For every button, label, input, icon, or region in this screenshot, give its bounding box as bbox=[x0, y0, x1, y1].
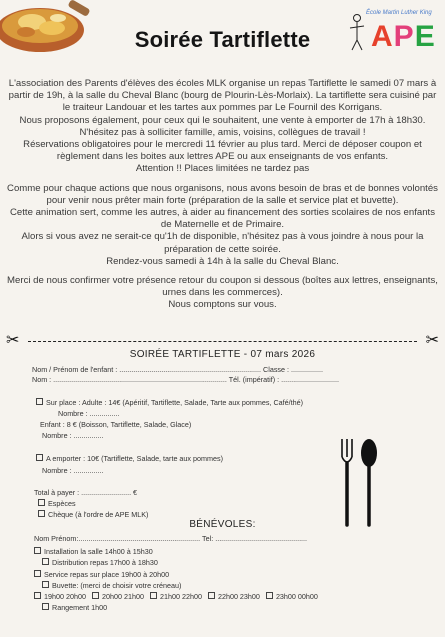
installation-checkbox[interactable] bbox=[34, 547, 41, 554]
ape-tagline: École Martin Luther King bbox=[366, 10, 432, 16]
child-count-field[interactable]: Nombre : ............... bbox=[42, 431, 104, 440]
slot-checkbox[interactable] bbox=[150, 592, 157, 599]
slot-option[interactable] bbox=[208, 592, 260, 601]
slot-checkbox[interactable] bbox=[266, 592, 273, 599]
slot-label: 19h00 20h00 bbox=[44, 592, 86, 601]
intro-paragraph: Merci de nous confirmer votre présence retour du coupon si dessous (boîtes aux lettres, enseignants, urnes dans les commerces). bbox=[7, 275, 438, 299]
especes-checkbox[interactable] bbox=[38, 499, 45, 506]
total-field[interactable]: Total à payer : ......................... € bbox=[34, 488, 138, 497]
ape-letters bbox=[371, 20, 436, 54]
slot-checkbox[interactable] bbox=[208, 592, 215, 599]
intro-paragraph: L'association des Parents d'élèves des écoles MLK organise un repas Tartiflette le samedi 07 mars à partir de 19h, à la salle du Cheval Blanc (bourg de Plourin-Lès-Morlaix). La tartiflette sera cuisiné par le traiteur Landouar et les tartes aux pommes par Le Fournil des Korrigans. bbox=[8, 78, 437, 114]
intro-paragraph: Comme pour chaque actions que nous organisons, nous avons besoin de bras et de bonnes volontés pour venir nous prêter main forte (préparation de la salle et service plat et buvette). bbox=[7, 182, 438, 206]
cheque-option[interactable] bbox=[38, 510, 148, 519]
intro-paragraph: Nous proposons également, pour ceux qui le souhaitent, une vente à emporter de 17h à 18h30. bbox=[19, 114, 426, 126]
sur-place-option[interactable] bbox=[36, 398, 303, 407]
intro-paragraph: Attention !! Places limitées ne tardez pas bbox=[135, 163, 310, 175]
rangement-checkbox[interactable] bbox=[42, 603, 49, 610]
buvette-checkbox[interactable] bbox=[42, 581, 49, 588]
installation-label: Installation la salle 14h00 à 15h30 bbox=[44, 547, 153, 556]
intro-paragraph: Alors si vous avez ne serait-ce qu'1h de disponible, n'hésitez pas à vous joindre à nous pour la préparation de cette soirée. bbox=[21, 231, 424, 255]
slot-label: 23h00 00h00 bbox=[275, 592, 318, 601]
intro-paragraph: Réservations obligatoires pour le mercredi 11 février au plus tard. Merci de déposer coupon et règlement dans les boites aux lettres APE ou aux enseignants de vos enfants. bbox=[23, 139, 422, 163]
service-checkbox[interactable] bbox=[34, 570, 41, 577]
ape-letter-p: P bbox=[393, 20, 415, 53]
scissors-icon: ✂ bbox=[6, 332, 20, 349]
buvette-label: Buvette: (merci de choisir votre créneau) bbox=[52, 581, 182, 590]
slot-checkbox[interactable] bbox=[34, 592, 41, 599]
slot-option[interactable] bbox=[150, 592, 202, 601]
rangement-label: Rangement 1h00 bbox=[52, 603, 108, 612]
child-name-field[interactable]: Nom / Prénom de l'enfant : ....................................................................... Classe : ................ bbox=[32, 365, 323, 374]
intro-paragraph: Rendez-vous samedi à 14h à la salle du Cheval Blanc. bbox=[106, 255, 339, 267]
buvette-option[interactable] bbox=[42, 581, 181, 590]
page-title: Soirée Tartiflette bbox=[134, 27, 311, 52]
slot-label: 22h00 23h00 bbox=[217, 592, 260, 601]
buvette-slots bbox=[34, 592, 318, 601]
benevoles-title: BÉNÉVOLES: bbox=[189, 519, 256, 530]
adult-count-field[interactable]: Nombre : ............... bbox=[58, 409, 120, 418]
intro-paragraph: Nous comptons sur vous. bbox=[168, 299, 277, 311]
scissors-icon: ✂ bbox=[425, 332, 439, 349]
distribution-option[interactable] bbox=[42, 558, 158, 567]
a-emporter-option[interactable] bbox=[36, 454, 223, 463]
installation-option[interactable] bbox=[34, 547, 153, 556]
slot-option[interactable] bbox=[34, 592, 86, 601]
slot-option[interactable] bbox=[92, 592, 144, 601]
dashed-divider bbox=[28, 341, 417, 342]
sur-place-checkbox[interactable] bbox=[36, 398, 43, 405]
slot-label: 20h00 21h00 bbox=[101, 592, 144, 601]
rangement-option[interactable] bbox=[42, 603, 107, 612]
enfant-price-label: Enfant : 8 € (Boisson, Tartiflette, Salade, Glace) bbox=[40, 420, 192, 429]
volunteer-name-phone-field[interactable]: Nom Prénom:............................................................. Tel: .............................................. bbox=[34, 534, 308, 543]
parent-name-phone-field[interactable]: Nom : ....................................................................................... Tél. (impératif) : ............................. bbox=[32, 375, 339, 384]
slot-checkbox[interactable] bbox=[92, 592, 99, 599]
cheque-checkbox[interactable] bbox=[38, 510, 45, 517]
especes-label: Espèces bbox=[48, 499, 76, 508]
a-emporter-checkbox[interactable] bbox=[36, 454, 43, 461]
ape-letter-e: E bbox=[414, 20, 436, 53]
distribution-label: Distribution repas 17h00 à 18h30 bbox=[52, 558, 158, 567]
intro-paragraph: N'hésitez pas à solliciter famille, amis, voisins, collègues de travail ! bbox=[79, 126, 366, 138]
service-option[interactable] bbox=[34, 570, 169, 579]
slot-label: 21h00 22h00 bbox=[159, 592, 202, 601]
fork-and-spoon-icon bbox=[336, 437, 382, 527]
intro-text bbox=[6, 78, 439, 312]
takeaway-count-field[interactable]: Nombre : ............... bbox=[42, 466, 104, 475]
cheque-label: Chèque (à l'ordre de APE MLK) bbox=[48, 510, 149, 519]
ape-letter-a: A bbox=[371, 20, 394, 53]
cut-line bbox=[6, 334, 439, 348]
especes-option[interactable] bbox=[38, 499, 76, 508]
sur-place-label: Sur place : Adulte : 14€ (Apéritif, Tartiflette, Salade, Tarte aux pommes, Café/thé) bbox=[46, 398, 304, 407]
service-label: Service repas sur place 19h00 à 20h00 bbox=[44, 570, 170, 579]
coupon-title: SOIRÉE TARTIFLETTE - 07 mars 2026 bbox=[129, 349, 316, 360]
intro-paragraph: Cette animation sert, comme les autres, à aider au financement des sorties scolaires de nos enfants de Maternelle et de Primaire. bbox=[9, 207, 435, 231]
a-emporter-label: A emporter : 10€ (Tartiflette, Salade, tarte aux pommes) bbox=[46, 454, 223, 463]
slot-option[interactable] bbox=[266, 592, 318, 601]
distribution-checkbox[interactable] bbox=[42, 558, 49, 565]
